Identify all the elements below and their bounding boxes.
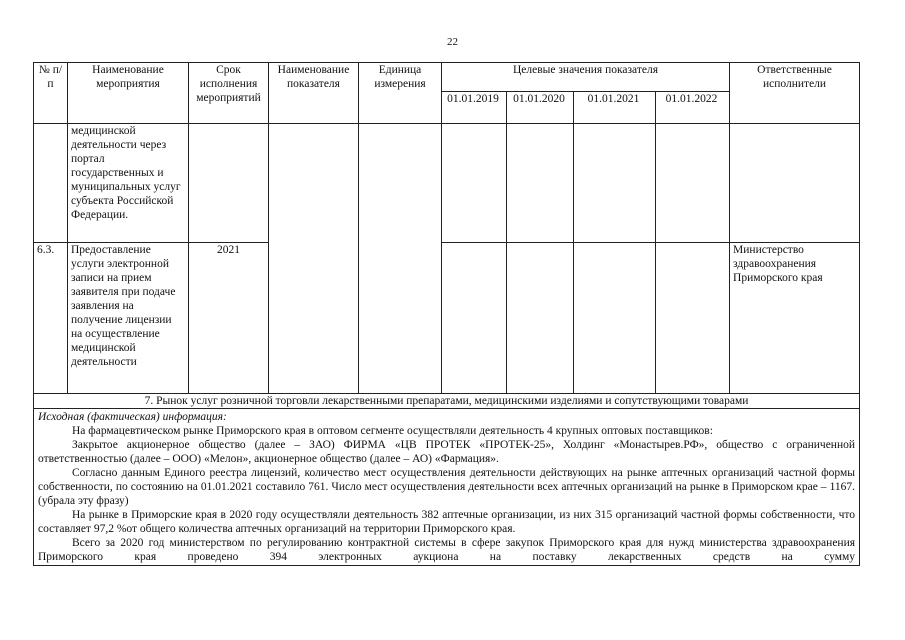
row-deadline <box>189 124 269 243</box>
info-cell <box>34 409 860 566</box>
row-target-2021 <box>574 243 656 394</box>
page-number: 22 <box>447 36 458 48</box>
table-row <box>34 124 860 243</box>
row-indicator <box>269 124 359 394</box>
row-name: медицинской деятельности через портал государственных и муниципальных услуг субъекта Российской Федерации. <box>68 124 189 243</box>
header-responsible: Ответственные исполнители <box>730 63 860 124</box>
header-targets: Целевые значения показателя <box>442 63 730 92</box>
row-unit <box>359 124 442 394</box>
row-target-2022 <box>656 124 730 243</box>
row-responsible <box>730 124 860 243</box>
header-indicator: Наименование показателя <box>269 63 359 124</box>
header-date-2021: 01.01.2021 <box>574 92 656 124</box>
header-name: Наименование мероприятия <box>68 63 189 124</box>
section-title: 7. Рынок услуг розничной торговли лекарственными препаратами, медицинскими изделиями и сопутствующими товарами <box>34 394 860 409</box>
header-date-2020: 01.01.2020 <box>507 92 574 124</box>
row-target-2022 <box>656 243 730 394</box>
row-target-2019 <box>442 124 507 243</box>
info-row <box>34 409 860 566</box>
row-target-2019 <box>442 243 507 394</box>
info-heading: Исходная (фактическая) информация: <box>38 411 227 423</box>
row-name: Предоставление услуги электронной записи на прием заявителя при подаче заявления на получение лицензии на осуществление медицинской деятельности <box>68 243 189 394</box>
section-row <box>34 394 860 409</box>
row-deadline: 2021 <box>189 243 269 394</box>
row-responsible: Министерство здравоохранения Приморского края <box>730 243 860 394</box>
measures-table <box>33 62 860 566</box>
row-num <box>34 124 68 243</box>
row-target-2020 <box>507 243 574 394</box>
header-num: № п/п <box>34 63 68 124</box>
info-paragraph: На рынке в Приморские края в 2020 году осуществляли деятельность 382 аптечные организации, из них 315 организаций частной формы собственности, что составляет 97,2 %от общего количества аптечных организаций на территории Приморского края. <box>38 509 856 535</box>
header-deadline: Срок исполнения мероприятий <box>189 63 269 124</box>
header-unit: Единица измерения <box>359 63 442 124</box>
info-paragraph: На фармацевтическом рынке Приморского края в оптовом сегменте осуществляли деятельность 4 крупных оптовых поставщиков: <box>72 425 713 437</box>
row-target-2020 <box>507 124 574 243</box>
row-num: 6.3. <box>34 243 68 394</box>
header-date-2022: 01.01.2022 <box>656 92 730 124</box>
table-row <box>34 243 860 394</box>
info-paragraph: Всего за 2020 год министерством по регулированию контрактной системы в сфере закупок Приморского края для нужд министерства здравоохранения Приморского края проведено 394 электронных аукциона на поставку лекарственных средств на сумму <box>38 537 856 563</box>
info-paragraph: Согласно данным Единого реестра лицензий, количество мест осуществления деятельности действующих на рынке аптечных организаций частной формы собственности, по состоянию на 01.01.2021 составило 761. Число мест осуществления деятельности всех аптечных организаций на рынке в Приморском крае – 1167. (убрала эту фразу) <box>38 467 856 507</box>
header-date-2019: 01.01.2019 <box>442 92 507 124</box>
info-paragraph: Закрытое акционерное общество (далее – ЗАО) ФИРМА «ЦВ ПРОТЕК «ПРОТЕК-25», Холдинг «Монастырев.РФ», общество с ограниченной ответственностью (далее – ООО) «Мелон», акционерное общество (далее – АО) «Фармация». <box>38 439 856 465</box>
row-target-2021 <box>574 124 656 243</box>
table-header-row <box>34 63 860 92</box>
